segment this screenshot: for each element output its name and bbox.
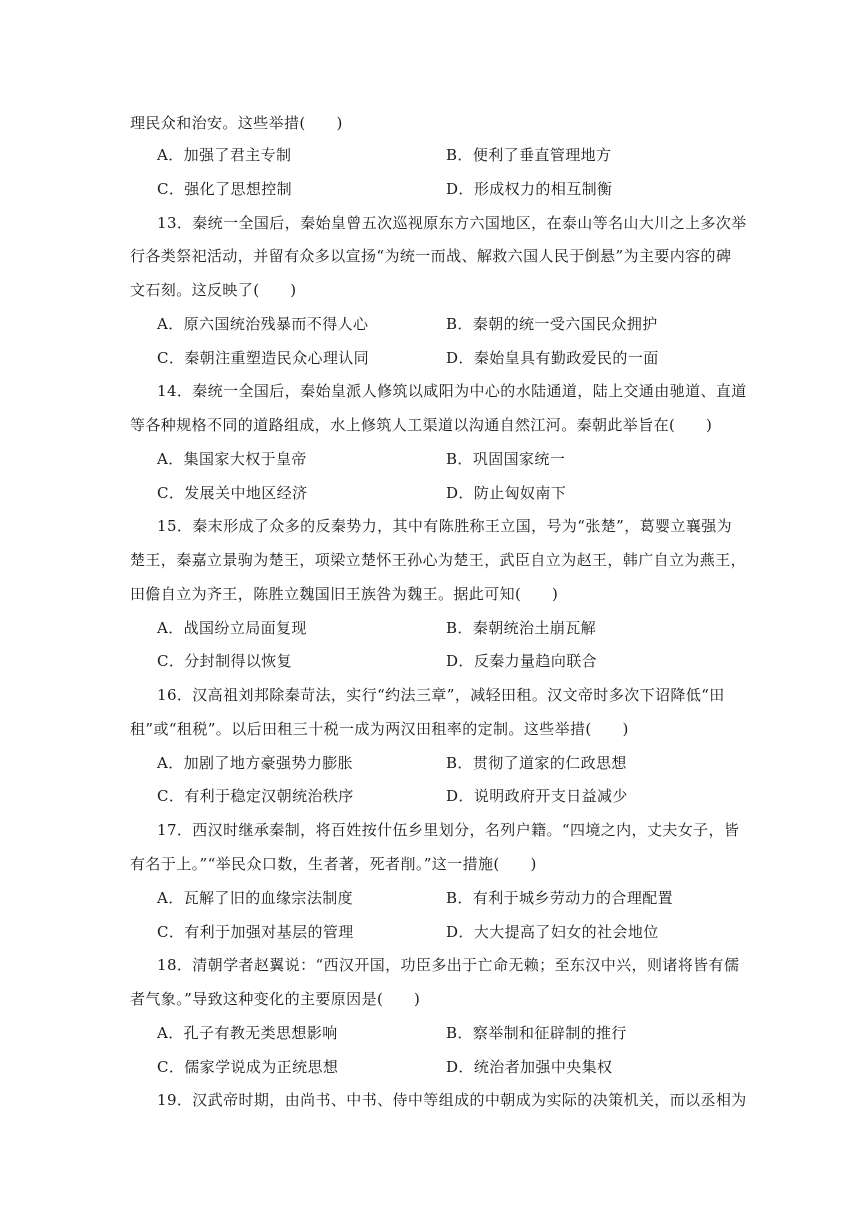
- question-stem-line: 行各类祭祀活动，并留有众多以宣扬“为统一而战、解救六国人民于倒悬”为主要内容的碑: [130, 247, 732, 265]
- option-c: C．强化了思想控制: [157, 180, 293, 198]
- option-d: D．防止匈奴南下: [446, 484, 567, 502]
- option-a: A．加剧了地方豪强势力膨胀: [157, 754, 354, 772]
- option-b: B．秦朝的统一受六国民众拥护: [446, 315, 658, 333]
- question-stem-line: 等各种规格不同的道路组成，水上修筑人工渠道以沟通自然江河。秦朝此举旨在( ): [130, 416, 713, 434]
- question-stem-line: 理民众和治安。这些举措( ): [130, 114, 343, 132]
- option-a: A．孔子有教无类思想影响: [157, 1024, 338, 1042]
- option-d: D．说明政府开支日益减少: [446, 787, 628, 805]
- option-b: B．贯彻了道家的仁政思想: [446, 754, 627, 772]
- question-stem-line: 者气象。”导致这种变化的主要原因是( ): [130, 990, 421, 1008]
- option-a: A．瓦解了旧的血缘宗法制度: [157, 889, 354, 907]
- option-c: C．分封制得以恢复: [157, 652, 293, 670]
- question-13-stem: 13．秦统一全国后，秦始皇曾五次巡视原东方六国地区，在泰山等名山大川之上多次举: [157, 214, 747, 232]
- question-stem-line: 租”或“租税”。以后田租三十税一成为两汉田租率的定制。这些举措( ): [130, 720, 629, 738]
- option-b: B．便利了垂直管理地方: [446, 146, 612, 164]
- question-18-stem: 18．清朝学者赵翼说：“西汉开国，功臣多出于亡命无赖；至东汉中兴，则诸将皆有儒: [157, 956, 740, 974]
- question-14-stem: 14．秦统一全国后，秦始皇派人修筑以咸阳为中心的水陆通道，陆上交通由驰道、直道: [157, 382, 747, 400]
- question-16-stem: 16．汉高祖刘邦除秦苛法，实行“约法三章”，减轻田租。汉文帝时多次下诏降低“田: [157, 686, 725, 704]
- option-a: A．集国家大权于皇帝: [157, 450, 307, 468]
- question-stem-line: 文石刻。这反映了( ): [130, 281, 297, 299]
- option-c: C．秦朝注重塑造民众心理认同: [157, 349, 370, 367]
- question-15-stem: 15．秦末形成了众多的反秦势力，其中有陈胜称王立国，号为“张楚”，葛婴立襄强为: [157, 517, 733, 535]
- option-b: B．察举制和征辟制的推行: [446, 1024, 627, 1042]
- question-stem-line: 有名于上。”“举民众口数，生者著，死者削。”这一措施( ): [130, 855, 537, 873]
- option-c: C．有利于加强对基层的管理: [157, 923, 354, 941]
- option-a: A．加强了君主专制: [157, 146, 292, 164]
- option-d: D．统治者加强中央集权: [446, 1058, 613, 1076]
- question-stem-line: 楚王，秦嘉立景驹为楚王，项梁立楚怀王孙心为楚王，武臣自立为赵王，韩广自立为燕王，: [130, 551, 747, 569]
- question-stem-line: 田儋自立为齐王，陈胜立魏国旧王族咎为魏王。据此可知( ): [130, 585, 559, 603]
- option-c: C．儒家学说成为正统思想: [157, 1058, 339, 1076]
- question-17-stem: 17．西汉时继承秦制，将百姓按什伍乡里划分，名列户籍。“四境之内，丈夫女子，皆: [157, 821, 740, 839]
- option-d: D．秦始皇具有勤政爱民的一面: [446, 349, 659, 367]
- option-c: C．发展关中地区经济: [157, 484, 308, 502]
- option-a: A．原六国统治残暴而不得人心: [157, 315, 369, 333]
- option-d: D．大大提高了妇女的社会地位: [446, 923, 659, 941]
- option-a: A．战国纷立局面复现: [157, 619, 307, 637]
- option-b: B．巩固国家统一: [446, 450, 566, 468]
- option-d: D．反秦力量趋向联合: [446, 652, 598, 670]
- question-19-stem: 19．汉武帝时期，由尚书、中书、侍中等组成的中朝成为实际的决策机关，而以丞相为: [157, 1091, 747, 1109]
- option-c: C．有利于稳定汉朝统治秩序: [157, 787, 354, 805]
- option-d: D．形成权力的相互制衡: [446, 180, 613, 198]
- option-b: B．秦朝统治土崩瓦解: [446, 619, 597, 637]
- option-b: B．有利于城乡劳动力的合理配置: [446, 889, 674, 907]
